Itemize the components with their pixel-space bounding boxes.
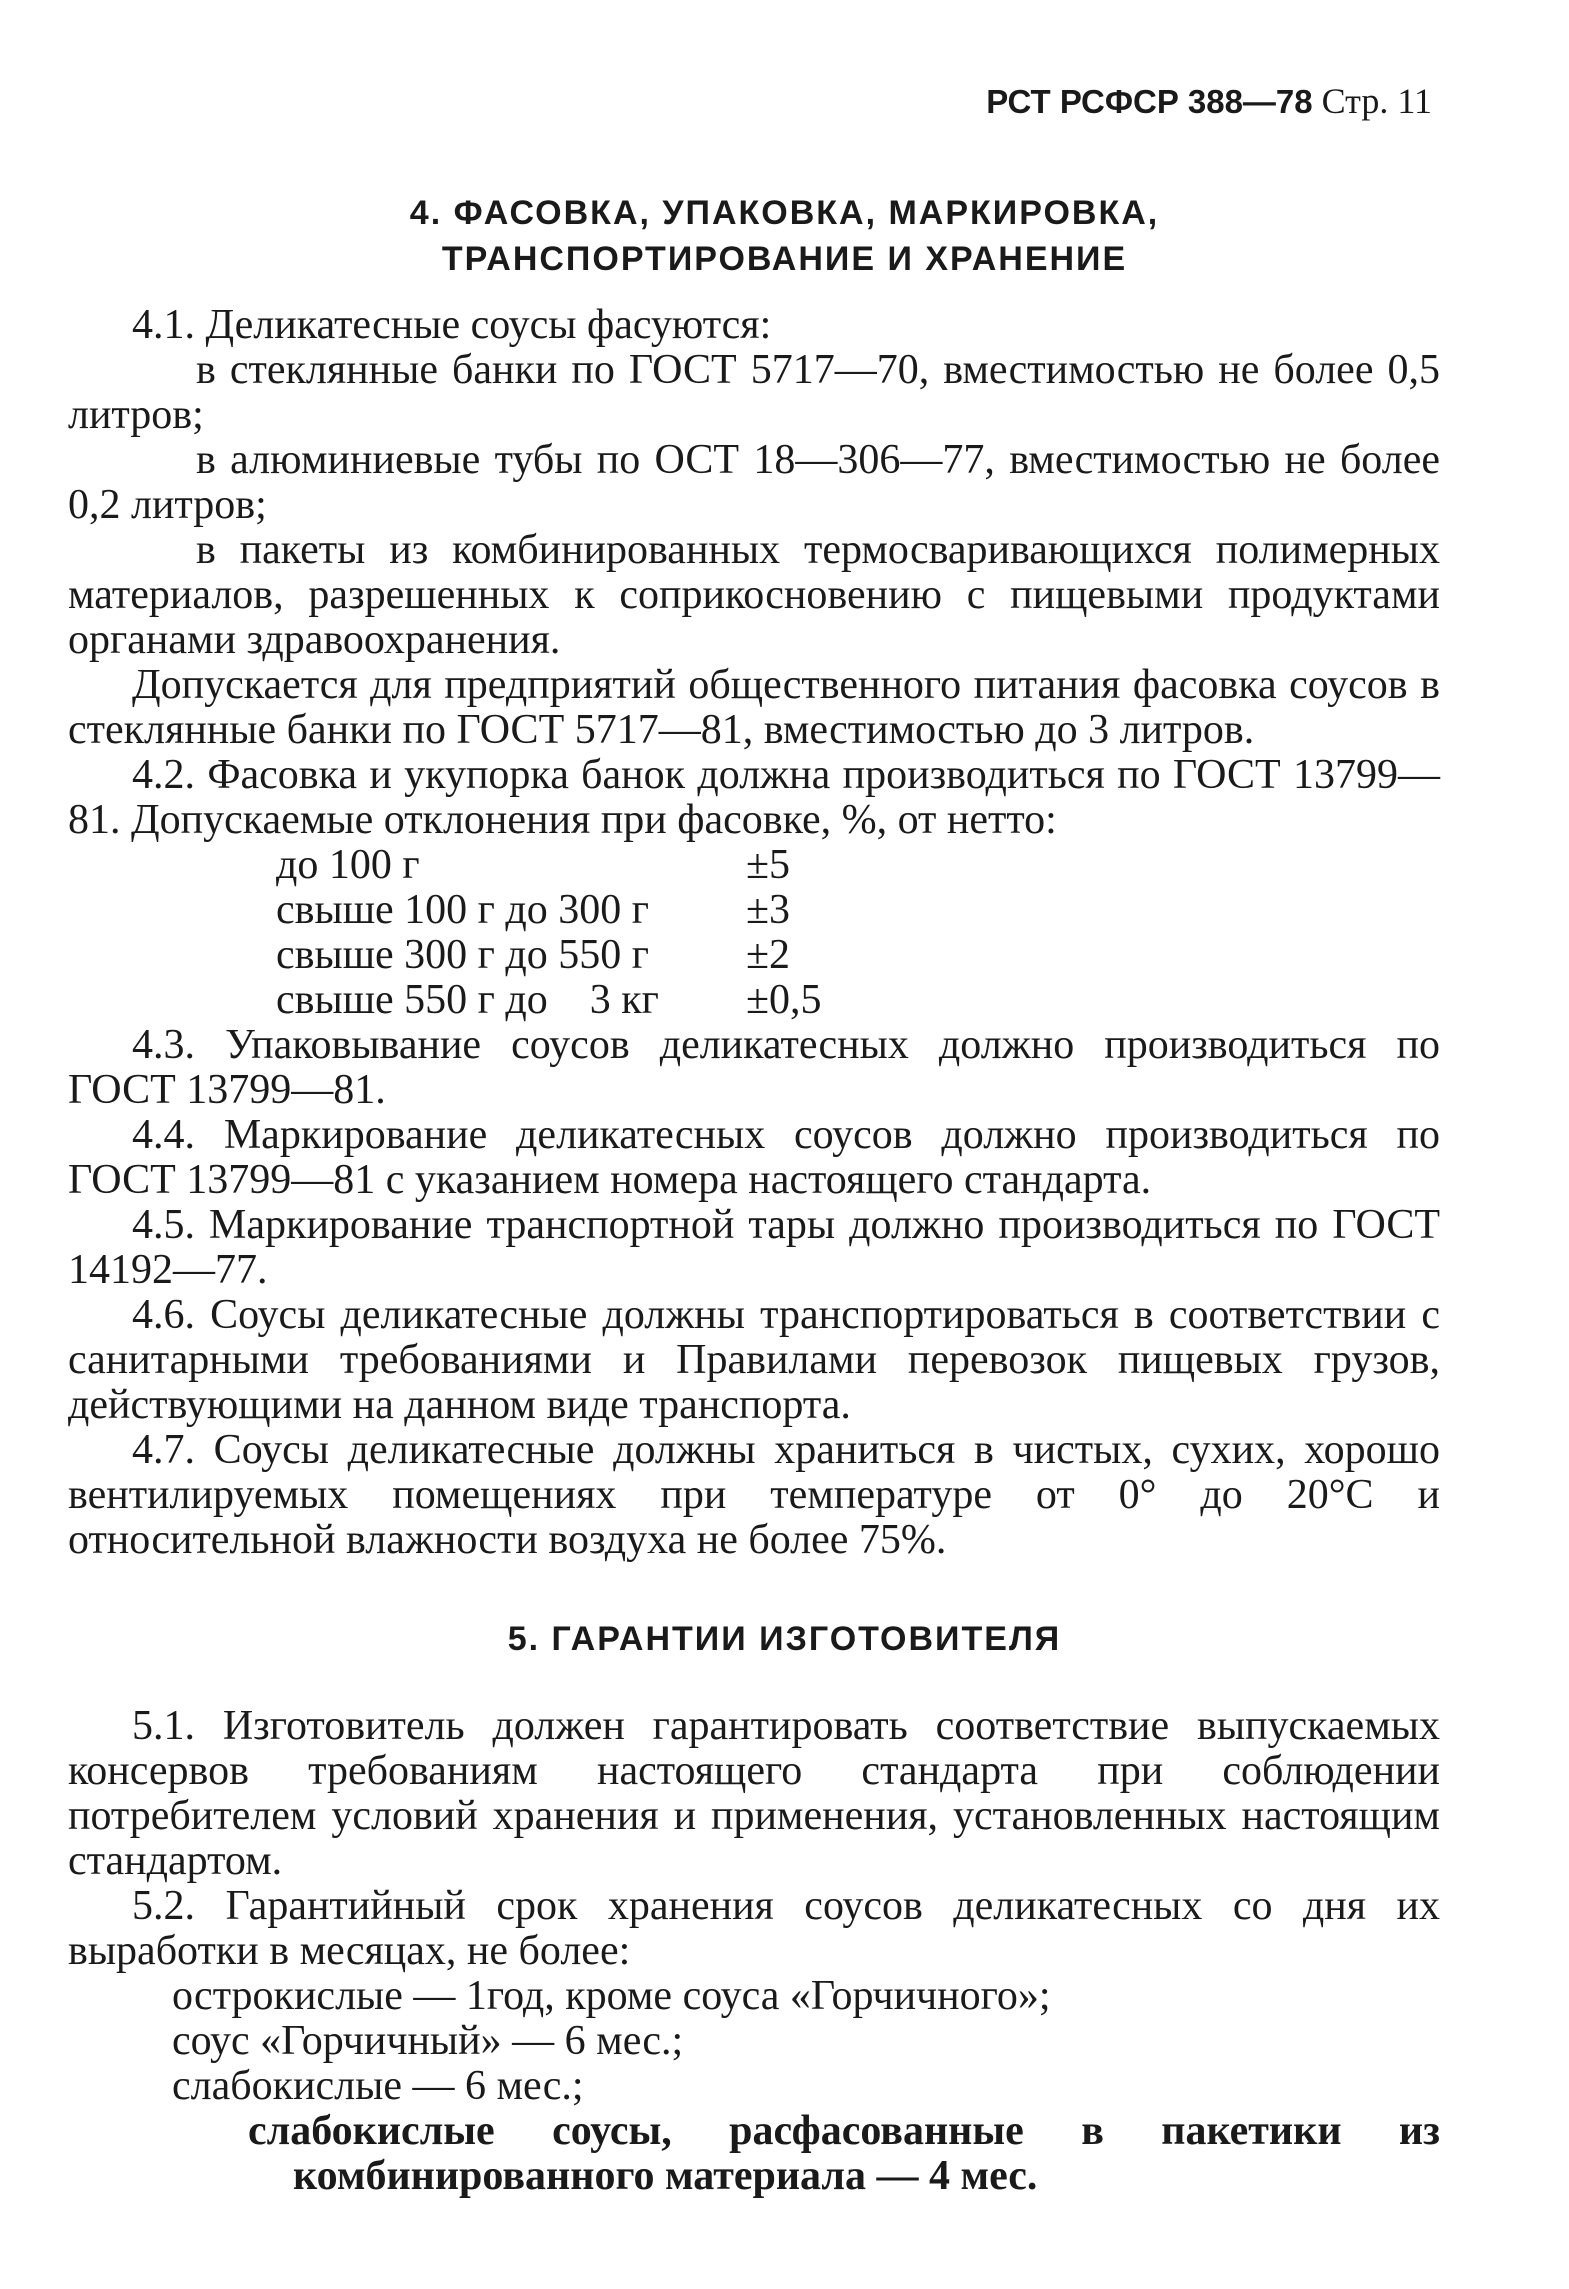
warranty-item: соус «Горчичный» — 6 мес.;	[172, 2018, 684, 2064]
standard-name: РСТ РСФСР	[986, 83, 1179, 120]
tolerance-row	[276, 843, 822, 888]
warranty-item: острокислые — 1год, кроме соуса «Горчичного»;	[172, 1973, 1051, 2019]
paragraph-4-1-catering: Допускается для предприятий общественного питания фасовка соусов в стеклянные банки по ГОСТ 5717—81, вместимостью до 3 литров.	[68, 662, 1440, 753]
tolerance-row	[276, 933, 822, 978]
tolerance-value: ±2	[746, 932, 791, 978]
tolerance-table	[276, 843, 822, 1023]
tolerance-row	[276, 978, 822, 1023]
paragraph-4-4: 4.4. Маркирование деликатесных соусов должно производиться по ГОСТ 13799—81 с указанием номера настоящего стандарта.	[68, 1112, 1440, 1203]
paragraph-4-7: 4.7. Соусы деликатесные должны храниться в чистых, сухих, хорошо вентилируемых помещениях при температуре от 0° до 20°С и относительной влажности воздуха не более 75%.	[68, 1427, 1440, 1563]
paragraph-4-2: 4.2. Фасовка и укупорка банок должна производиться по ГОСТ 13799—81. Допускаемые отклонения при фасовке, %, от нетто:	[68, 752, 1440, 843]
section-4-body	[68, 303, 1440, 1563]
section-4-title-line-2: ТРАНСПОРТИРОВАНИЕ И ХРАНЕНИЕ	[441, 240, 1128, 278]
paragraph-5-2: 5.2. Гарантийный срок хранения соусов деликатесных со дня их выработки в месяцах, не более:	[68, 1883, 1440, 1974]
warranty-item-bags: слабокислые соусы, расфасованные в пакетики из комбинированного материала — 4 мес.	[248, 2108, 1440, 2199]
paragraph-5-1: 5.1. Изготовитель должен гарантировать соответствие выпускаемых консервов требованиям настоящего стандарта при соблюдении потребителем условий хранения и применения, установленных настоящим стандартом.	[68, 1703, 1440, 1884]
paragraph-4-1: 4.1. Деликатесные соусы фасуются:	[132, 302, 772, 348]
section-5-title-line: 5. ГАРАНТИИ ИЗГОТОВИТЕЛЯ	[507, 1620, 1062, 1658]
page-number: Стр. 11	[1321, 81, 1432, 121]
section-5-title	[0, 1616, 1569, 1662]
section-4-title	[0, 190, 1569, 282]
tolerance-range: свыше 550 г до 3 кг	[276, 977, 659, 1023]
paragraph-4-6: 4.6. Соусы деликатесные должны транспортироваться в соответствии с санитарными требованиями и Правилами перевозок пищевых грузов, действующими на данном виде транспорта.	[68, 1292, 1440, 1428]
paragraph-4-1-bags: в пакеты из комбинированных термосваривающихся полимерных материалов, разрешенных к соприкосновению с пищевыми продуктами органами здравоохранения.	[68, 527, 1440, 663]
section-4-title-line-1: 4. ФАСОВКА, УПАКОВКА, МАРКИРОВКА,	[409, 194, 1160, 232]
tolerance-row	[276, 888, 822, 933]
paragraph-4-5: 4.5. Маркирование транспортной тары должно производиться по ГОСТ 14192—77.	[68, 1202, 1440, 1293]
tolerance-range: до 100 г	[276, 842, 420, 888]
tolerance-value: ±5	[746, 842, 791, 888]
section-5-body	[68, 1704, 1440, 2199]
page-header	[986, 80, 1432, 122]
paragraph-4-1-aluminium-tubes: в алюминиевые тубы по ОСТ 18—306—77, вместимостью не более 0,2 литров;	[68, 437, 1440, 528]
tolerance-value: ±0,5	[746, 977, 822, 1023]
tolerance-value: ±3	[746, 887, 791, 933]
warranty-item: слабокислые — 6 мес.;	[172, 2063, 584, 2109]
tolerance-range: свыше 100 г до 300 г	[276, 887, 649, 933]
paragraph-4-3: 4.3. Упаковывание соусов деликатесных должно производиться по ГОСТ 13799—81.	[68, 1022, 1440, 1113]
tolerance-range: свыше 300 г до 550 г	[276, 932, 649, 978]
standard-number: 388—78	[1187, 83, 1313, 120]
paragraph-4-1-glass-jars: в стеклянные банки по ГОСТ 5717—70, вместимостью не более 0,5 литров;	[68, 347, 1440, 438]
